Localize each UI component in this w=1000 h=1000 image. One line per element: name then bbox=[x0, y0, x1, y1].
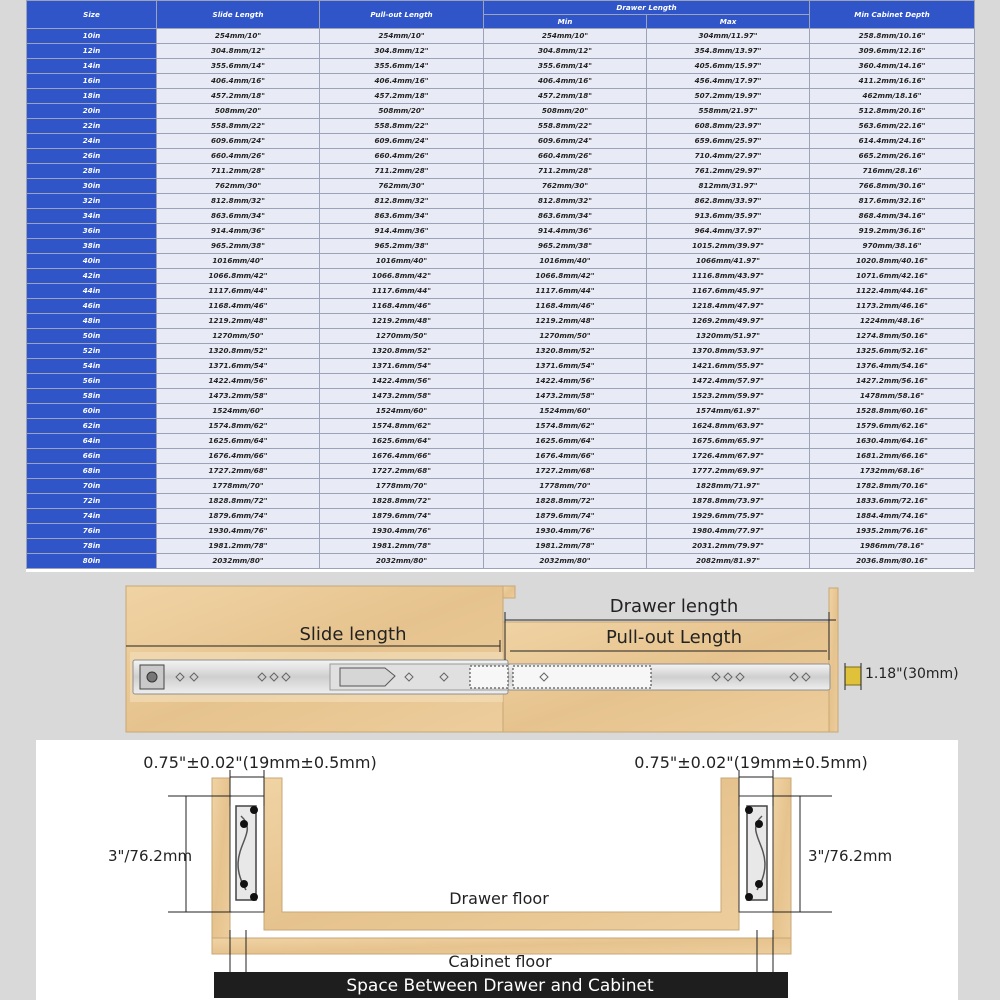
value-cell: 304.8mm/12" bbox=[320, 44, 484, 59]
value-cell: 716mm/28.16" bbox=[810, 164, 975, 179]
value-cell: 405.6mm/15.97" bbox=[647, 59, 810, 74]
value-cell: 1630.4mm/64.16" bbox=[810, 434, 975, 449]
value-cell: 1473.2mm/58" bbox=[484, 389, 647, 404]
value-cell: 1116.8mm/43.97" bbox=[647, 269, 810, 284]
value-cell: 1117.6mm/44" bbox=[484, 284, 647, 299]
value-cell: 1421.6mm/55.97" bbox=[647, 359, 810, 374]
value-cell: 1219.2mm/48" bbox=[320, 314, 484, 329]
value-cell: 462mm/18.16" bbox=[810, 89, 975, 104]
value-cell: 1574.8mm/62" bbox=[157, 419, 320, 434]
size-cell: 18in bbox=[27, 89, 157, 104]
value-cell: 1167.6mm/45.97" bbox=[647, 284, 810, 299]
value-cell: 1528.8mm/60.16" bbox=[810, 404, 975, 419]
size-cell: 14in bbox=[27, 59, 157, 74]
value-cell: 411.2mm/16.16" bbox=[810, 74, 975, 89]
value-cell: 406.4mm/16" bbox=[157, 74, 320, 89]
value-cell: 1732mm/68.16" bbox=[810, 464, 975, 479]
header-min-cabinet-depth: Min Cabinet Depth bbox=[810, 1, 975, 29]
value-cell: 1727.2mm/68" bbox=[484, 464, 647, 479]
value-cell: 1168.4mm/46" bbox=[320, 299, 484, 314]
value-cell: 1523.2mm/59.97" bbox=[647, 389, 810, 404]
size-cell: 58in bbox=[27, 389, 157, 404]
header-slide-length: Slide Length bbox=[157, 1, 320, 29]
value-cell: 558mm/21.97" bbox=[647, 104, 810, 119]
value-cell: 1625.6mm/64" bbox=[484, 434, 647, 449]
value-cell: 254mm/10" bbox=[484, 29, 647, 44]
value-cell: 254mm/10" bbox=[320, 29, 484, 44]
cabinet-floor-label: Cabinet floor bbox=[448, 952, 552, 971]
front-spacer-block bbox=[845, 667, 861, 685]
value-cell: 762mm/30" bbox=[320, 179, 484, 194]
side-clearance-left-label: 0.75"±0.02"(19mm±0.5mm) bbox=[143, 753, 377, 772]
value-cell: 1828.8mm/72" bbox=[484, 494, 647, 509]
value-cell: 660.4mm/26" bbox=[320, 149, 484, 164]
size-cell: 26in bbox=[27, 149, 157, 164]
slide-height-right-label: 3"/76.2mm bbox=[807, 847, 893, 865]
value-cell: 1371.6mm/54" bbox=[484, 359, 647, 374]
size-cell: 54in bbox=[27, 359, 157, 374]
value-cell: 1930.4mm/76" bbox=[320, 524, 484, 539]
value-cell: 1884.4mm/74.16" bbox=[810, 509, 975, 524]
value-cell: 1320.8mm/52" bbox=[484, 344, 647, 359]
value-cell: 1320mm/51.97" bbox=[647, 329, 810, 344]
front-view bbox=[108, 753, 892, 998]
value-cell: 914.4mm/36" bbox=[157, 224, 320, 239]
value-cell: 762mm/30" bbox=[484, 179, 647, 194]
value-cell: 660.4mm/26" bbox=[157, 149, 320, 164]
header-size: Size bbox=[27, 1, 157, 29]
value-cell: 1168.4mm/46" bbox=[157, 299, 320, 314]
cabinet-top-lip bbox=[503, 586, 515, 598]
right-slide-profile bbox=[739, 796, 773, 912]
value-cell: 1828.8mm/72" bbox=[157, 494, 320, 509]
value-cell: 609.6mm/24" bbox=[320, 134, 484, 149]
value-cell: 1371.6mm/54" bbox=[157, 359, 320, 374]
size-cell: 32in bbox=[27, 194, 157, 209]
size-cell: 74in bbox=[27, 509, 157, 524]
value-cell: 1981.2mm/78" bbox=[157, 539, 320, 554]
value-cell: 355.6mm/14" bbox=[157, 59, 320, 74]
value-cell: 665.2mm/26.16" bbox=[810, 149, 975, 164]
value-cell: 1270mm/50" bbox=[484, 329, 647, 344]
value-cell: 1676.4mm/66" bbox=[320, 449, 484, 464]
value-cell: 1066.8mm/42" bbox=[320, 269, 484, 284]
size-cell: 52in bbox=[27, 344, 157, 359]
header-drawer-min: Min bbox=[484, 15, 647, 29]
value-cell: 1524mm/60" bbox=[320, 404, 484, 419]
value-cell: 761.2mm/29.97" bbox=[647, 164, 810, 179]
size-cell: 48in bbox=[27, 314, 157, 329]
size-cell: 66in bbox=[27, 449, 157, 464]
value-cell: 1981.2mm/78" bbox=[484, 539, 647, 554]
value-cell: 1930.4mm/76" bbox=[484, 524, 647, 539]
value-cell: 1579.6mm/62.16" bbox=[810, 419, 975, 434]
value-cell: 1574.8mm/62" bbox=[484, 419, 647, 434]
value-cell: 711.2mm/28" bbox=[484, 164, 647, 179]
value-cell: 406.4mm/16" bbox=[320, 74, 484, 89]
value-cell: 1727.2mm/68" bbox=[157, 464, 320, 479]
value-cell: 558.8mm/22" bbox=[484, 119, 647, 134]
value-cell: 355.6mm/14" bbox=[320, 59, 484, 74]
value-cell: 812.8mm/32" bbox=[157, 194, 320, 209]
size-cell: 62in bbox=[27, 419, 157, 434]
slide-height-left-label: 3"/76.2mm bbox=[107, 847, 193, 865]
value-cell: 304.8mm/12" bbox=[484, 44, 647, 59]
cabinet-right-wall bbox=[773, 778, 791, 938]
value-cell: 258.8mm/10.16" bbox=[810, 29, 975, 44]
value-cell: 304.8mm/12" bbox=[157, 44, 320, 59]
value-cell: 660.4mm/26" bbox=[484, 149, 647, 164]
size-cell: 10in bbox=[27, 29, 157, 44]
value-cell: 965.2mm/38" bbox=[157, 239, 320, 254]
value-cell: 1422.4mm/56" bbox=[320, 374, 484, 389]
value-cell: 817.6mm/32.16" bbox=[810, 194, 975, 209]
value-cell: 1122.4mm/44.16" bbox=[810, 284, 975, 299]
value-cell: 1020.8mm/40.16" bbox=[810, 254, 975, 269]
value-cell: 914.4mm/36" bbox=[320, 224, 484, 239]
value-cell: 965.2mm/38" bbox=[320, 239, 484, 254]
value-cell: 812.8mm/32" bbox=[320, 194, 484, 209]
value-cell: 1015.2mm/39.97" bbox=[647, 239, 810, 254]
value-cell: 1778mm/70" bbox=[157, 479, 320, 494]
value-cell: 1478mm/58.16" bbox=[810, 389, 975, 404]
value-cell: 609.6mm/24" bbox=[484, 134, 647, 149]
value-cell: 507.2mm/19.97" bbox=[647, 89, 810, 104]
cabinet-left-wall bbox=[212, 778, 230, 938]
value-cell: 558.8mm/22" bbox=[157, 119, 320, 134]
value-cell: 1878.8mm/73.97" bbox=[647, 494, 810, 509]
value-cell: 1016mm/40" bbox=[157, 254, 320, 269]
value-cell: 309.6mm/12.16" bbox=[810, 44, 975, 59]
size-cell: 16in bbox=[27, 74, 157, 89]
size-cell: 46in bbox=[27, 299, 157, 314]
value-cell: 457.2mm/18" bbox=[320, 89, 484, 104]
value-cell: 862.8mm/33.97" bbox=[647, 194, 810, 209]
value-cell: 863.6mm/34" bbox=[484, 209, 647, 224]
size-cell: 34in bbox=[27, 209, 157, 224]
size-cell: 24in bbox=[27, 134, 157, 149]
value-cell: 1274.8mm/50.16" bbox=[810, 329, 975, 344]
value-cell: 1473.2mm/58" bbox=[320, 389, 484, 404]
size-cell: 42in bbox=[27, 269, 157, 284]
value-cell: 1833.6mm/72.16" bbox=[810, 494, 975, 509]
value-cell: 1168.4mm/46" bbox=[484, 299, 647, 314]
value-cell: 659.6mm/25.97" bbox=[647, 134, 810, 149]
value-cell: 2032mm/80" bbox=[484, 554, 647, 569]
value-cell: 1676.4mm/66" bbox=[157, 449, 320, 464]
size-cell: 28in bbox=[27, 164, 157, 179]
value-cell: 1066mm/41.97" bbox=[647, 254, 810, 269]
bearing-cage-left bbox=[470, 666, 508, 688]
value-cell: 512.8mm/20.16" bbox=[810, 104, 975, 119]
value-cell: 609.6mm/24" bbox=[157, 134, 320, 149]
value-cell: 1524mm/60" bbox=[157, 404, 320, 419]
value-cell: 913.6mm/35.97" bbox=[647, 209, 810, 224]
value-cell: 1935.2mm/76.16" bbox=[810, 524, 975, 539]
value-cell: 354.8mm/13.97" bbox=[647, 44, 810, 59]
value-cell: 1173.2mm/46.16" bbox=[810, 299, 975, 314]
size-cell: 68in bbox=[27, 464, 157, 479]
size-cell: 60in bbox=[27, 404, 157, 419]
value-cell: 614.4mm/24.16" bbox=[810, 134, 975, 149]
value-cell: 868.4mm/34.16" bbox=[810, 209, 975, 224]
value-cell: 2032mm/80" bbox=[320, 554, 484, 569]
value-cell: 1675.6mm/65.97" bbox=[647, 434, 810, 449]
value-cell: 1066.8mm/42" bbox=[157, 269, 320, 284]
size-cell: 36in bbox=[27, 224, 157, 239]
size-cell: 70in bbox=[27, 479, 157, 494]
size-cell: 40in bbox=[27, 254, 157, 269]
front-gap-label: 1.18"(30mm) bbox=[865, 666, 959, 682]
value-cell: 2032mm/80" bbox=[157, 554, 320, 569]
value-cell: 406.4mm/16" bbox=[484, 74, 647, 89]
value-cell: 710.4mm/27.97" bbox=[647, 149, 810, 164]
size-cell: 80in bbox=[27, 554, 157, 569]
value-cell: 558.8mm/22" bbox=[320, 119, 484, 134]
value-cell: 1325.6mm/52.16" bbox=[810, 344, 975, 359]
value-cell: 1625.6mm/64" bbox=[320, 434, 484, 449]
value-cell: 1422.4mm/56" bbox=[157, 374, 320, 389]
header-pullout-length: Pull-out Length bbox=[320, 1, 484, 29]
value-cell: 1782.8mm/70.16" bbox=[810, 479, 975, 494]
rear-bracket-screw bbox=[147, 672, 157, 682]
size-cell: 50in bbox=[27, 329, 157, 344]
value-cell: 1879.6mm/74" bbox=[484, 509, 647, 524]
value-cell: 965.2mm/38" bbox=[484, 239, 647, 254]
value-cell: 914.4mm/36" bbox=[484, 224, 647, 239]
bearing-cage bbox=[513, 666, 651, 688]
value-cell: 1828.8mm/72" bbox=[320, 494, 484, 509]
value-cell: 1117.6mm/44" bbox=[157, 284, 320, 299]
size-cell: 20in bbox=[27, 104, 157, 119]
value-cell: 1270mm/50" bbox=[320, 329, 484, 344]
value-cell: 1929.6mm/75.97" bbox=[647, 509, 810, 524]
value-cell: 1473.2mm/58" bbox=[157, 389, 320, 404]
size-cell: 22in bbox=[27, 119, 157, 134]
size-cell: 76in bbox=[27, 524, 157, 539]
value-cell: 1879.6mm/74" bbox=[157, 509, 320, 524]
value-cell: 711.2mm/28" bbox=[157, 164, 320, 179]
size-cell: 78in bbox=[27, 539, 157, 554]
value-cell: 1625.6mm/64" bbox=[157, 434, 320, 449]
value-cell: 964.4mm/37.97" bbox=[647, 224, 810, 239]
value-cell: 457.2mm/18" bbox=[157, 89, 320, 104]
value-cell: 457.2mm/18" bbox=[484, 89, 647, 104]
value-cell: 1219.2mm/48" bbox=[484, 314, 647, 329]
value-cell: 1727.2mm/68" bbox=[320, 464, 484, 479]
value-cell: 1980.4mm/77.97" bbox=[647, 524, 810, 539]
size-cell: 44in bbox=[27, 284, 157, 299]
value-cell: 1376.4mm/54.16" bbox=[810, 359, 975, 374]
value-cell: 1879.6mm/74" bbox=[320, 509, 484, 524]
value-cell: 508mm/20" bbox=[157, 104, 320, 119]
value-cell: 863.6mm/34" bbox=[320, 209, 484, 224]
value-cell: 1320.8mm/52" bbox=[157, 344, 320, 359]
size-cell: 64in bbox=[27, 434, 157, 449]
value-cell: 1681.2mm/66.16" bbox=[810, 449, 975, 464]
value-cell: 970mm/38.16" bbox=[810, 239, 975, 254]
left-slide-profile bbox=[230, 796, 264, 912]
drawer-length-label: Drawer length bbox=[609, 596, 739, 617]
value-cell: 456.4mm/17.97" bbox=[647, 74, 810, 89]
side-view bbox=[126, 586, 959, 732]
value-cell: 1218.4mm/47.97" bbox=[647, 299, 810, 314]
value-cell: 355.6mm/14" bbox=[484, 59, 647, 74]
value-cell: 1071.6mm/42.16" bbox=[810, 269, 975, 284]
value-cell: 563.6mm/22.16" bbox=[810, 119, 975, 134]
value-cell: 863.6mm/34" bbox=[157, 209, 320, 224]
space-banner-text: Space Between Drawer and Cabinet bbox=[346, 976, 654, 996]
size-cell: 30in bbox=[27, 179, 157, 194]
value-cell: 1472.4mm/57.97" bbox=[647, 374, 810, 389]
value-cell: 1117.6mm/44" bbox=[320, 284, 484, 299]
value-cell: 1574.8mm/62" bbox=[320, 419, 484, 434]
value-cell: 1524mm/60" bbox=[484, 404, 647, 419]
value-cell: 360.4mm/14.16" bbox=[810, 59, 975, 74]
release-latch bbox=[340, 668, 395, 686]
value-cell: 2082mm/81.97" bbox=[647, 554, 810, 569]
value-cell: 2036.8mm/80.16" bbox=[810, 554, 975, 569]
size-cell: 12in bbox=[27, 44, 157, 59]
value-cell: 1726.4mm/67.97" bbox=[647, 449, 810, 464]
value-cell: 1986mm/78.16" bbox=[810, 539, 975, 554]
value-cell: 1016mm/40" bbox=[484, 254, 647, 269]
drawer-front-panel bbox=[829, 588, 838, 732]
pullout-length-label: Pull-out Length bbox=[605, 627, 743, 648]
value-cell: 508mm/20" bbox=[320, 104, 484, 119]
value-cell: 1778mm/70" bbox=[320, 479, 484, 494]
value-cell: 1828mm/71.97" bbox=[647, 479, 810, 494]
value-cell: 766.8mm/30.16" bbox=[810, 179, 975, 194]
slide-length-label: Slide length bbox=[299, 624, 407, 645]
value-cell: 812.8mm/32" bbox=[484, 194, 647, 209]
value-cell: 1574mm/61.97" bbox=[647, 404, 810, 419]
value-cell: 1422.4mm/56" bbox=[484, 374, 647, 389]
size-cell: 56in bbox=[27, 374, 157, 389]
value-cell: 1676.4mm/66" bbox=[484, 449, 647, 464]
side-clearance-right-label: 0.75"±0.02"(19mm±0.5mm) bbox=[634, 753, 868, 772]
value-cell: 1219.2mm/48" bbox=[157, 314, 320, 329]
value-cell: 1370.8mm/53.97" bbox=[647, 344, 810, 359]
header-drawer-max: Max bbox=[647, 15, 810, 29]
value-cell: 1371.6mm/54" bbox=[320, 359, 484, 374]
value-cell: 1066.8mm/42" bbox=[484, 269, 647, 284]
value-cell: 508mm/20" bbox=[484, 104, 647, 119]
value-cell: 1778mm/70" bbox=[484, 479, 647, 494]
value-cell: 1016mm/40" bbox=[320, 254, 484, 269]
header-drawer-length: Drawer Length bbox=[484, 1, 810, 15]
size-cell: 72in bbox=[27, 494, 157, 509]
value-cell: 2031.2mm/79.97" bbox=[647, 539, 810, 554]
value-cell: 1224mm/48.16" bbox=[810, 314, 975, 329]
drawer-floor-label: Drawer floor bbox=[449, 889, 549, 908]
value-cell: 1777.2mm/69.97" bbox=[647, 464, 810, 479]
value-cell: 1320.8mm/52" bbox=[320, 344, 484, 359]
value-cell: 1270mm/50" bbox=[157, 329, 320, 344]
value-cell: 812mm/31.97" bbox=[647, 179, 810, 194]
value-cell: 304mm/11.97" bbox=[647, 29, 810, 44]
size-cell: 38in bbox=[27, 239, 157, 254]
value-cell: 919.2mm/36.16" bbox=[810, 224, 975, 239]
value-cell: 254mm/10" bbox=[157, 29, 320, 44]
value-cell: 1624.8mm/63.97" bbox=[647, 419, 810, 434]
value-cell: 1269.2mm/49.97" bbox=[647, 314, 810, 329]
value-cell: 762mm/30" bbox=[157, 179, 320, 194]
value-cell: 608.8mm/23.97" bbox=[647, 119, 810, 134]
value-cell: 1930.4mm/76" bbox=[157, 524, 320, 539]
value-cell: 1981.2mm/78" bbox=[320, 539, 484, 554]
value-cell: 711.2mm/28" bbox=[320, 164, 484, 179]
value-cell: 1427.2mm/56.16" bbox=[810, 374, 975, 389]
